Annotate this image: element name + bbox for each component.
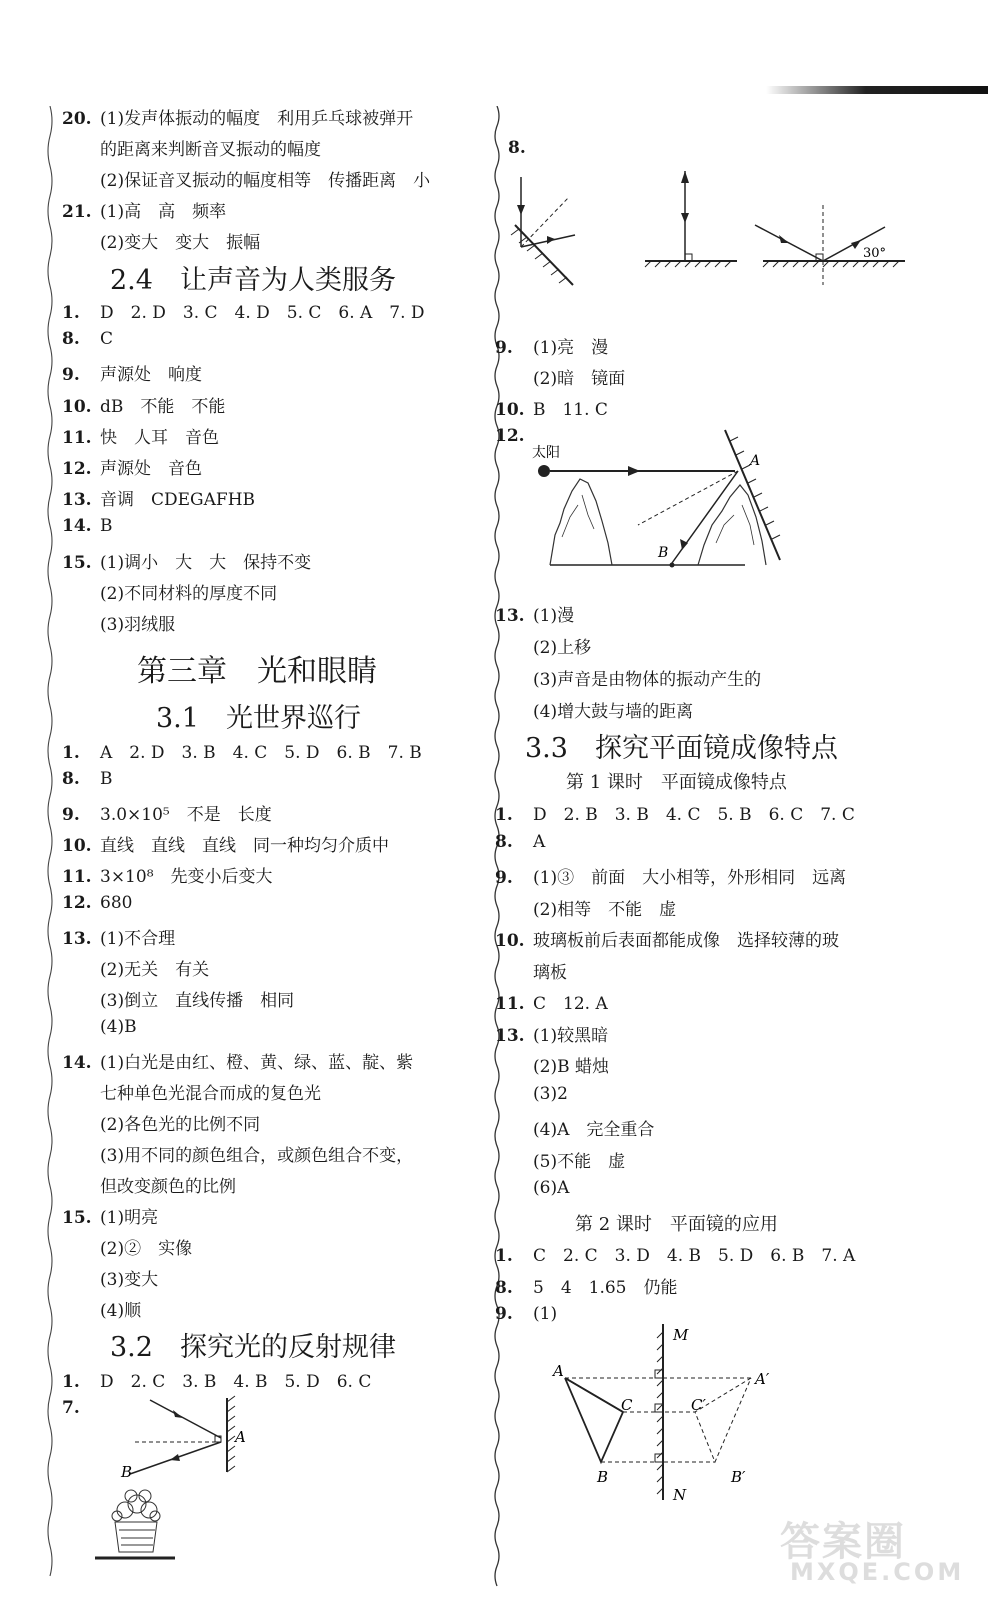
- question-number: 11.: [495, 994, 525, 1014]
- answer-line: [495, 333, 608, 358]
- fig7-label-a: A: [235, 1428, 246, 1446]
- answer-text: (1)明亮: [100, 1208, 159, 1228]
- answer-line: [62, 986, 294, 1011]
- question-number: 13.: [495, 1025, 525, 1046]
- answer-text: 直线 直线 直线 同一种均匀介质中: [100, 836, 389, 856]
- answer-line: [495, 697, 693, 722]
- answer-text: 音调 CDEGAFHB: [100, 490, 256, 511]
- answer-line: [495, 1147, 625, 1172]
- answer-line: [495, 601, 574, 626]
- answer-line: [62, 329, 113, 349]
- answer-text: (3)声音是由物体的振动产生的: [533, 670, 762, 690]
- answer-line: [62, 769, 113, 789]
- section-3-3-title: 3.3 探究平面镜成像特点: [525, 733, 838, 764]
- question-number: 20.: [62, 109, 92, 129]
- answer-text: B: [100, 516, 113, 537]
- answer-text: B: [100, 769, 113, 789]
- answer-line: [495, 832, 545, 852]
- answer-line: [62, 228, 260, 253]
- question-number: 21.: [62, 202, 92, 222]
- answer-text: (6)A: [533, 1178, 570, 1198]
- figure-q12-sunlight: [530, 425, 790, 575]
- answer-line: [495, 895, 676, 920]
- answer-text: (4)B: [100, 1017, 137, 1037]
- fig9-label-c: C: [621, 1396, 633, 1414]
- answer-line: [62, 1296, 141, 1321]
- answer-text: (2)暗 镜面: [533, 369, 626, 389]
- answer-text: (3)变大: [100, 1270, 159, 1290]
- answer-text: 3.0×10⁵ 不是 长度: [100, 805, 272, 825]
- chapter-title: 第三章 光和眼睛: [137, 654, 377, 689]
- answer-line: [62, 924, 175, 949]
- answer-text: (1)高 高 频率: [100, 202, 227, 222]
- answer-line: [62, 197, 226, 222]
- question-number: 8.: [62, 329, 80, 350]
- answer-text: 声源处 响度: [100, 365, 202, 386]
- question-number: 12.: [62, 459, 92, 479]
- answer-text: (3)羽绒服: [100, 615, 176, 635]
- answer-text: D 2. D 3. C 4. D 5. C 6. A 7. D: [100, 303, 425, 323]
- fig9-label-b-prime: B′: [731, 1468, 746, 1486]
- answer-line: [495, 1241, 855, 1266]
- answer-text: 玻璃板前后表面都能成像 选择较薄的玻: [533, 931, 839, 951]
- question-number: 9.: [62, 805, 80, 825]
- mountain-left-icon: [550, 479, 612, 565]
- answer-text: (5)不能 虚: [533, 1151, 626, 1172]
- lesson-1-title: 第 1 课时 平面镜成像特点: [566, 772, 787, 793]
- answer-text: dB 不能 不能: [100, 396, 226, 417]
- answer-line: [62, 516, 113, 536]
- sun-icon: [538, 465, 550, 477]
- answer-text: 七种单色光混合而成的复色光: [100, 1084, 321, 1104]
- answer-line: [62, 1079, 321, 1104]
- answer-line: [62, 831, 389, 856]
- answer-text: (1)白光是由红、橙、黄、绿、蓝、靛、紫: [100, 1053, 414, 1073]
- fig7-label-b: B: [121, 1463, 133, 1481]
- answer-line: [495, 989, 608, 1014]
- question-number: 8.: [495, 1277, 513, 1298]
- answer-text: 快 人耳 音色: [100, 427, 219, 448]
- answer-text: C 2. C 3. D 4. B 5. D 6. B 7. A: [533, 1246, 856, 1266]
- section-3-1-title: 3.1 光世界巡行: [156, 703, 361, 734]
- answer-text: (2)B 蜡烛: [533, 1057, 609, 1077]
- answer-line: [495, 665, 761, 690]
- fig12-label-a: A: [750, 453, 761, 469]
- answer-text: (2)不同材料的厚度不同: [100, 583, 278, 604]
- figure-q8-rays: [505, 165, 930, 293]
- answer-text: (3)倒立 直线传播 相同: [100, 991, 295, 1011]
- lesson-2-title: 第 2 课时 平面镜的应用: [575, 1214, 778, 1235]
- answer-line: [62, 1110, 260, 1135]
- answer-text: (2)上移: [533, 638, 592, 658]
- answer-text: C 12. A: [533, 994, 608, 1014]
- answer-text: (2)变大 变大 振幅: [100, 233, 261, 253]
- answer-line: [62, 800, 272, 825]
- answer-text: (2)相等 不能 虚: [533, 899, 677, 920]
- answer-line: [62, 1017, 137, 1037]
- question-number: 13.: [62, 929, 92, 949]
- answer-line: [62, 738, 422, 763]
- answer-line: [495, 1178, 569, 1198]
- answer-line: [62, 423, 219, 448]
- answer-line: [495, 1304, 557, 1324]
- question-number: 10.: [495, 931, 525, 951]
- answer-line: [62, 1367, 371, 1392]
- answer-line: [62, 862, 273, 887]
- answer-text: (1)漫: [533, 606, 575, 626]
- question-number: 13.: [495, 606, 525, 626]
- answer-line: [62, 1048, 413, 1073]
- watermark-url: MXQE.COM: [790, 1558, 965, 1586]
- answer-line: [62, 298, 425, 323]
- fig12-sun-label: 太阳: [532, 445, 560, 461]
- answer-text: (1)较黑暗: [533, 1025, 609, 1046]
- answer-line: [62, 135, 321, 160]
- fig9-label-m: M: [673, 1326, 689, 1344]
- answer-line: [62, 610, 175, 635]
- section-2-4-title: 2.4 让声音为人类服务: [110, 265, 396, 296]
- answer-text: (1)③ 前面 大小相等，外形相同 远离: [533, 868, 847, 888]
- answer-line: [62, 454, 202, 479]
- answer-text: 3×10⁸ 先变小后变大: [100, 867, 273, 887]
- answer-line: [62, 1172, 236, 1197]
- answer-text: 的距离来判断音叉振动的幅度: [100, 140, 321, 160]
- question-number: 12.: [495, 426, 525, 446]
- fig9-label-c-prime: C′: [691, 1396, 706, 1414]
- question-number: 10.: [495, 400, 525, 420]
- question-number: 1.: [495, 805, 513, 825]
- answer-text: (1)调小 大 大 保持不变: [100, 552, 312, 573]
- answer-line: [62, 360, 202, 385]
- answer-line: [495, 426, 533, 446]
- question-number: 12.: [62, 893, 92, 913]
- question-number: 9.: [495, 1304, 513, 1324]
- answer-line: [495, 926, 839, 951]
- question-number: 9.: [495, 868, 513, 888]
- answer-text: (4)A 完全重合: [533, 1120, 655, 1140]
- question-number: 11.: [62, 427, 92, 448]
- question-number: 10.: [62, 836, 92, 856]
- answer-line: [495, 1084, 568, 1104]
- question-number: 13.: [62, 490, 92, 511]
- answer-line: [495, 1115, 654, 1140]
- answer-text: (3)用不同的颜色组合，或颜色组合不变，: [100, 1146, 414, 1166]
- fig9-label-a-prime: A′: [755, 1370, 770, 1388]
- answer-text: (3)2: [533, 1083, 568, 1104]
- fig9-label-n: N: [673, 1486, 687, 1504]
- top-rule: [766, 86, 988, 94]
- answer-text: 声源处 音色: [100, 459, 202, 479]
- question-number: 11.: [62, 867, 92, 887]
- answer-text: 璃板: [533, 962, 567, 983]
- answer-text: (4)顺: [100, 1301, 142, 1321]
- question-number: 14.: [62, 1053, 92, 1073]
- answer-text: 680: [100, 893, 133, 913]
- answer-line: [62, 104, 413, 129]
- flower-pot-icon: [112, 1490, 160, 1552]
- answer-text: C: [100, 329, 114, 350]
- question-number: 9.: [62, 365, 80, 386]
- answer-line: [495, 1052, 609, 1077]
- answer-text: (2)② 实像: [100, 1239, 193, 1259]
- figure-q9-plane-mirror: [545, 1322, 790, 1532]
- answer-text: (1)亮 漫: [533, 338, 609, 358]
- question-number: 1.: [62, 743, 80, 763]
- answer-text: (1): [533, 1304, 558, 1324]
- answer-line: [62, 485, 255, 510]
- question-number: 14.: [62, 516, 92, 537]
- answer-line: [62, 579, 277, 604]
- answer-text: 5 4 1.65 仍能: [533, 1277, 678, 1298]
- answer-line: [495, 800, 855, 825]
- answer-text: A 2. D 3. B 4. C 5. D 6. B 7. B: [100, 743, 422, 763]
- answer-line: [495, 863, 846, 888]
- answer-text: (1)发声体振动的幅度 利用乒乓球被弹开: [100, 109, 414, 129]
- question-number: 9.: [495, 338, 513, 358]
- fig9-label-a: A: [553, 1362, 564, 1380]
- answer-line: [62, 1203, 158, 1228]
- fig12-label-b: B: [658, 545, 669, 561]
- answer-line: [62, 1265, 158, 1290]
- watermark-logo: 答案圈: [780, 1519, 906, 1565]
- answer-line: [62, 166, 430, 191]
- fig8-angle-label: 30°: [863, 246, 887, 261]
- question-number: 10.: [62, 396, 92, 417]
- answer-line: [495, 395, 608, 420]
- answer-line: [62, 955, 209, 980]
- figure-q7-reflection: [95, 1392, 270, 1560]
- answer-text: (2)保证音叉振动的幅度相等 传播距离 小: [100, 171, 431, 191]
- answer-text: (1)不合理: [100, 929, 176, 949]
- section-3-2-title: 3.2 探究光的反射规律: [110, 1332, 396, 1363]
- fig9-label-b: B: [597, 1468, 609, 1486]
- answer-text: B 11. C: [533, 400, 608, 420]
- answer-text: 但改变颜色的比例: [100, 1177, 236, 1197]
- answer-line: [62, 1141, 413, 1166]
- q8-number: 8.: [508, 138, 526, 158]
- answer-line: [62, 1234, 192, 1259]
- question-number: 15.: [62, 1208, 92, 1228]
- question-number: 7.: [62, 1398, 80, 1418]
- answer-text: (2)无关 有关: [100, 960, 210, 980]
- answer-line: [495, 1021, 608, 1046]
- answer-text: (2)各色光的比例不同: [100, 1115, 261, 1135]
- question-number: 8.: [495, 831, 513, 852]
- answer-text: (4)增大鼓与墙的距离: [533, 702, 694, 722]
- answer-text: A: [533, 831, 546, 852]
- answer-line: [62, 893, 132, 913]
- left-margin-line: [44, 106, 56, 1596]
- answer-text: D 2. B 3. B 4. C 5. B 6. C 7. C: [533, 805, 855, 825]
- answer-line: [495, 958, 567, 983]
- question-number: 1.: [495, 1246, 513, 1266]
- question-number: 15.: [62, 552, 92, 573]
- question-number: 1.: [62, 1372, 80, 1392]
- answer-text: D 2. C 3. B 4. B 5. D 6. C: [100, 1372, 372, 1392]
- answer-line: [495, 1273, 677, 1298]
- question-number: 1.: [62, 303, 80, 323]
- mountain-right-icon: [698, 485, 766, 565]
- answer-line: [495, 364, 625, 389]
- question-number: 8.: [62, 769, 80, 789]
- answer-line: [495, 633, 591, 658]
- answer-line: [62, 548, 311, 573]
- answer-line: [62, 392, 225, 417]
